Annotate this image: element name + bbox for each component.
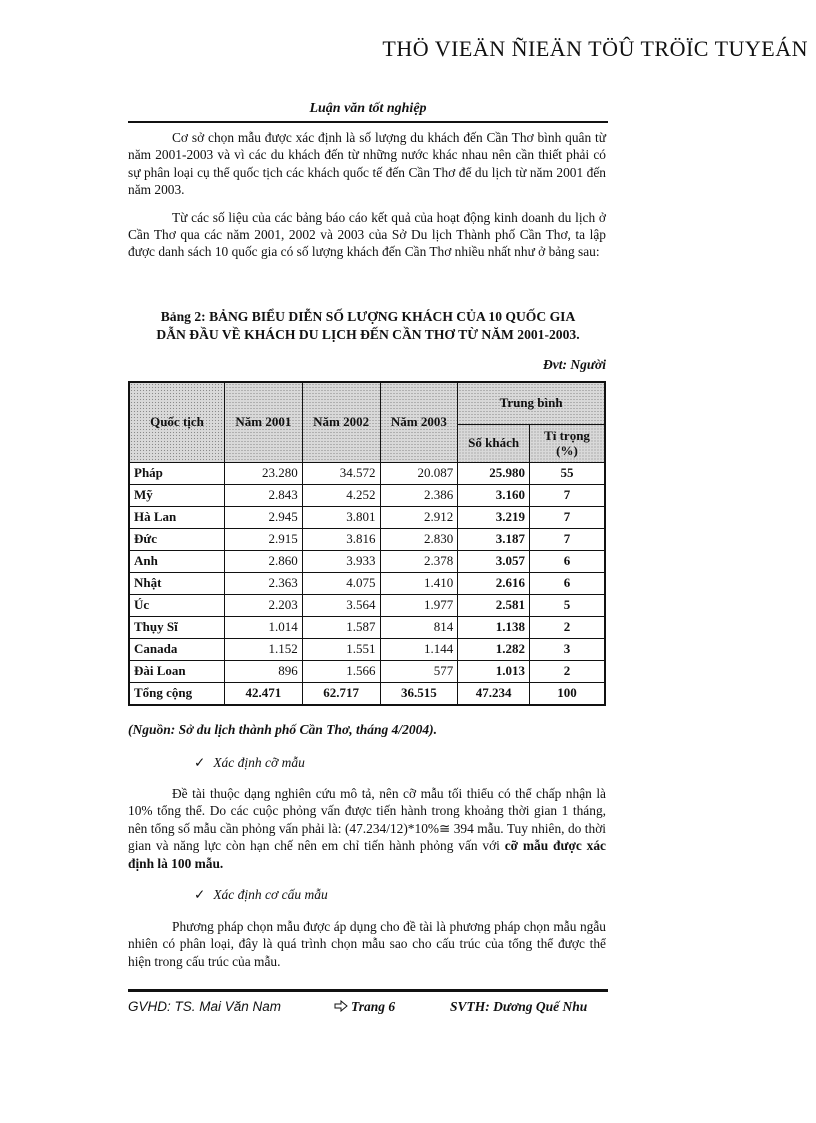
- footer-advisor: GVHD: TS. Mai Văn Nam: [128, 999, 282, 1014]
- cell-2002: 3.933: [302, 550, 380, 572]
- cell-2001: 2.203: [225, 594, 303, 616]
- table-caption-line-1: Bảng 2: BẢNG BIỂU DIỄN SỐ LƯỢNG KHÁCH CỦA 10 QUỐC GIA: [160, 309, 576, 324]
- cell-share: 7: [530, 528, 606, 550]
- cell-country: Anh: [129, 550, 225, 572]
- footer-student: SVTH: Dương Quế Nhu: [450, 999, 588, 1014]
- visitor-table: [128, 381, 606, 706]
- sample-structure-paragraph: Phương pháp chọn mẫu được áp dụng cho đề tài là phương pháp chọn mẫu ngẫu nhiên có phân loại, đây là quá trình chọn mẫu sao cho cấu trúc của tổng thể được thể hiện trong cấu trúc của mẫu.: [128, 919, 606, 969]
- header-divider: [128, 121, 608, 123]
- section-heading-text: Xác định cơ cấu mẫu: [213, 887, 328, 902]
- cell-2002: 3.816: [302, 528, 380, 550]
- cell-2003: 2.912: [380, 506, 458, 528]
- header-2002: Năm 2002: [302, 382, 380, 462]
- section-heading-sample-structure: [194, 887, 328, 903]
- intro-section: [128, 129, 606, 261]
- header-2003: Năm 2003: [380, 382, 458, 462]
- cell-total-2001: 42.471: [225, 682, 303, 705]
- cell-2001: 1.014: [225, 616, 303, 638]
- table-row: [129, 550, 605, 572]
- cell-country: Thụy Sĩ: [129, 616, 225, 638]
- table-row: [129, 528, 605, 550]
- cell-country: Canada: [129, 638, 225, 660]
- cell-2003: 814: [380, 616, 458, 638]
- header-average: Trung bình: [458, 382, 605, 424]
- cell-2003: 1.144: [380, 638, 458, 660]
- cell-total-share: 100: [530, 682, 606, 705]
- cell-country: Nhật: [129, 572, 225, 594]
- cell-country: Hà Lan: [129, 506, 225, 528]
- cell-share: 55: [530, 462, 606, 484]
- sample-size-paragraph: [128, 785, 606, 872]
- cell-average: 1.138: [458, 616, 530, 638]
- cell-country: Úc: [129, 594, 225, 616]
- cell-share: 3: [530, 638, 606, 660]
- cell-average: 3.057: [458, 550, 530, 572]
- cell-2001: 2.860: [225, 550, 303, 572]
- cell-2002: 3.801: [302, 506, 380, 528]
- footer-divider: [128, 989, 608, 992]
- checkmark-icon: ✓: [194, 887, 206, 902]
- pointing-hand-icon: [334, 1000, 348, 1012]
- cell-2002: 1.566: [302, 660, 380, 682]
- cell-2001: 1.152: [225, 638, 303, 660]
- cell-2003: 2.386: [380, 484, 458, 506]
- header-visitors: Số khách: [458, 424, 530, 462]
- cell-total-2002: 62.717: [302, 682, 380, 705]
- cell-average: 2.581: [458, 594, 530, 616]
- page-header-title: Luận văn tốt nghiệp: [309, 101, 427, 116]
- cell-country: Đài Loan: [129, 660, 225, 682]
- table-row: [129, 462, 605, 484]
- cell-2002: 4.075: [302, 572, 380, 594]
- sample-size-section: [128, 785, 606, 872]
- table-row: [129, 638, 605, 660]
- cell-2003: 1.410: [380, 572, 458, 594]
- table-row: [129, 594, 605, 616]
- cell-average: 25.980: [458, 462, 530, 484]
- cell-2002: 34.572: [302, 462, 380, 484]
- site-watermark: THÖ VIEÄN ÑIEÄN TÖÛ TRÖÏC TUYEÁN: [382, 36, 808, 61]
- cell-share: 7: [530, 506, 606, 528]
- cell-2001: 2.945: [225, 506, 303, 528]
- table-row: [129, 506, 605, 528]
- footer-page: [334, 999, 395, 1015]
- sample-structure-section: [128, 918, 606, 970]
- cell-2003: 1.977: [380, 594, 458, 616]
- cell-2003: 577: [380, 660, 458, 682]
- cell-2003: 20.087: [380, 462, 458, 484]
- cell-share: 5: [530, 594, 606, 616]
- table-row: [129, 616, 605, 638]
- sample-size-bold: cỡ mẫu được xác định là 100 mẫu.: [128, 838, 607, 871]
- cell-2003: 2.378: [380, 550, 458, 572]
- cell-2002: 3.564: [302, 594, 380, 616]
- cell-average: 3.187: [458, 528, 530, 550]
- intro-paragraph-2: Từ các số liệu của các bảng báo cáo kết quả của hoạt động kinh doanh du lịch ở Cần Thơ qua các năm 2001, 2002 và 2003 của Sở Du lịch Thành phố Cần Thơ, ta lập được danh sách 10 quốc gia có số lượng khách đến Cần Thơ nhiều nhất như ở bảng sau:: [128, 209, 606, 260]
- cell-total-label: Tổng cộng: [129, 682, 225, 705]
- header-share: Tỉ trọng (%): [530, 424, 606, 462]
- cell-2001: 2.915: [225, 528, 303, 550]
- table-caption-line-2: DẪN ĐẦU VỀ KHÁCH DU LỊCH ĐẾN CẦN THƠ TỪ NĂM 2001-2003.: [156, 327, 580, 342]
- cell-share: 7: [530, 484, 606, 506]
- cell-2001: 2.363: [225, 572, 303, 594]
- sample-size-text: Đề tài thuộc dạng nghiên cứu mô tả, nên cỡ mẫu tối thiểu có thể chấp nhận là 10% tổng thể. Do các cuộc phỏng vấn được tiến hành trong khoảng thời gian 1 tháng, nên tổng số mẫu cần phỏng vấn phải là: (47.234/12)*10%≅ 394 mẫu. Tuy nhiên, do thời gian và năng lực còn hạn chế nên em chỉ tiến hành phỏng vấn với: [128, 786, 606, 854]
- cell-average: 3.219: [458, 506, 530, 528]
- cell-average: 1.013: [458, 660, 530, 682]
- cell-2001: 2.843: [225, 484, 303, 506]
- cell-share: 6: [530, 550, 606, 572]
- table-caption: [128, 308, 608, 344]
- table-row: [129, 572, 605, 594]
- cell-2002: 1.551: [302, 638, 380, 660]
- cell-2001: 23.280: [225, 462, 303, 484]
- table-row: [129, 484, 605, 506]
- cell-total-2003: 36.515: [380, 682, 458, 705]
- cell-2001: 896: [225, 660, 303, 682]
- cell-average: 3.160: [458, 484, 530, 506]
- checkmark-icon: ✓: [194, 755, 206, 770]
- cell-country: Mỹ: [129, 484, 225, 506]
- footer-page-text: Trang 6: [351, 999, 396, 1014]
- cell-share: 6: [530, 572, 606, 594]
- cell-2002: 1.587: [302, 616, 380, 638]
- intro-paragraph-1: Cơ sở chọn mẫu được xác định là số lượng du khách đến Cần Thơ bình quân từ năm 2001-2003 và vì các du khách đến từ những nước khác nhau nên cần thiết phải có sự phân loại cụ thể quốc tịch các khách quốc tế đến Cần Thơ để du lịch từ năm 2001 đến năm 2003.: [128, 130, 606, 198]
- section-heading-text: Xác định cỡ mẫu: [213, 755, 305, 770]
- cell-country: Pháp: [129, 462, 225, 484]
- table-total-row: [129, 682, 605, 705]
- cell-2002: 4.252: [302, 484, 380, 506]
- section-heading-sample-size: [194, 755, 305, 771]
- header-country: Quốc tịch: [129, 382, 225, 462]
- cell-share: 2: [530, 660, 606, 682]
- cell-share: 2: [530, 616, 606, 638]
- table-row: [129, 660, 605, 682]
- cell-2003: 2.830: [380, 528, 458, 550]
- cell-country: Đức: [129, 528, 225, 550]
- header-2001: Năm 2001: [225, 382, 303, 462]
- cell-average: 1.282: [458, 638, 530, 660]
- table-source: (Nguồn: Sở du lịch thành phố Cần Thơ, tháng 4/2004).: [128, 722, 437, 737]
- cell-average: 2.616: [458, 572, 530, 594]
- table-unit: Đvt: Người: [543, 357, 606, 372]
- cell-total-average: 47.234: [458, 682, 530, 705]
